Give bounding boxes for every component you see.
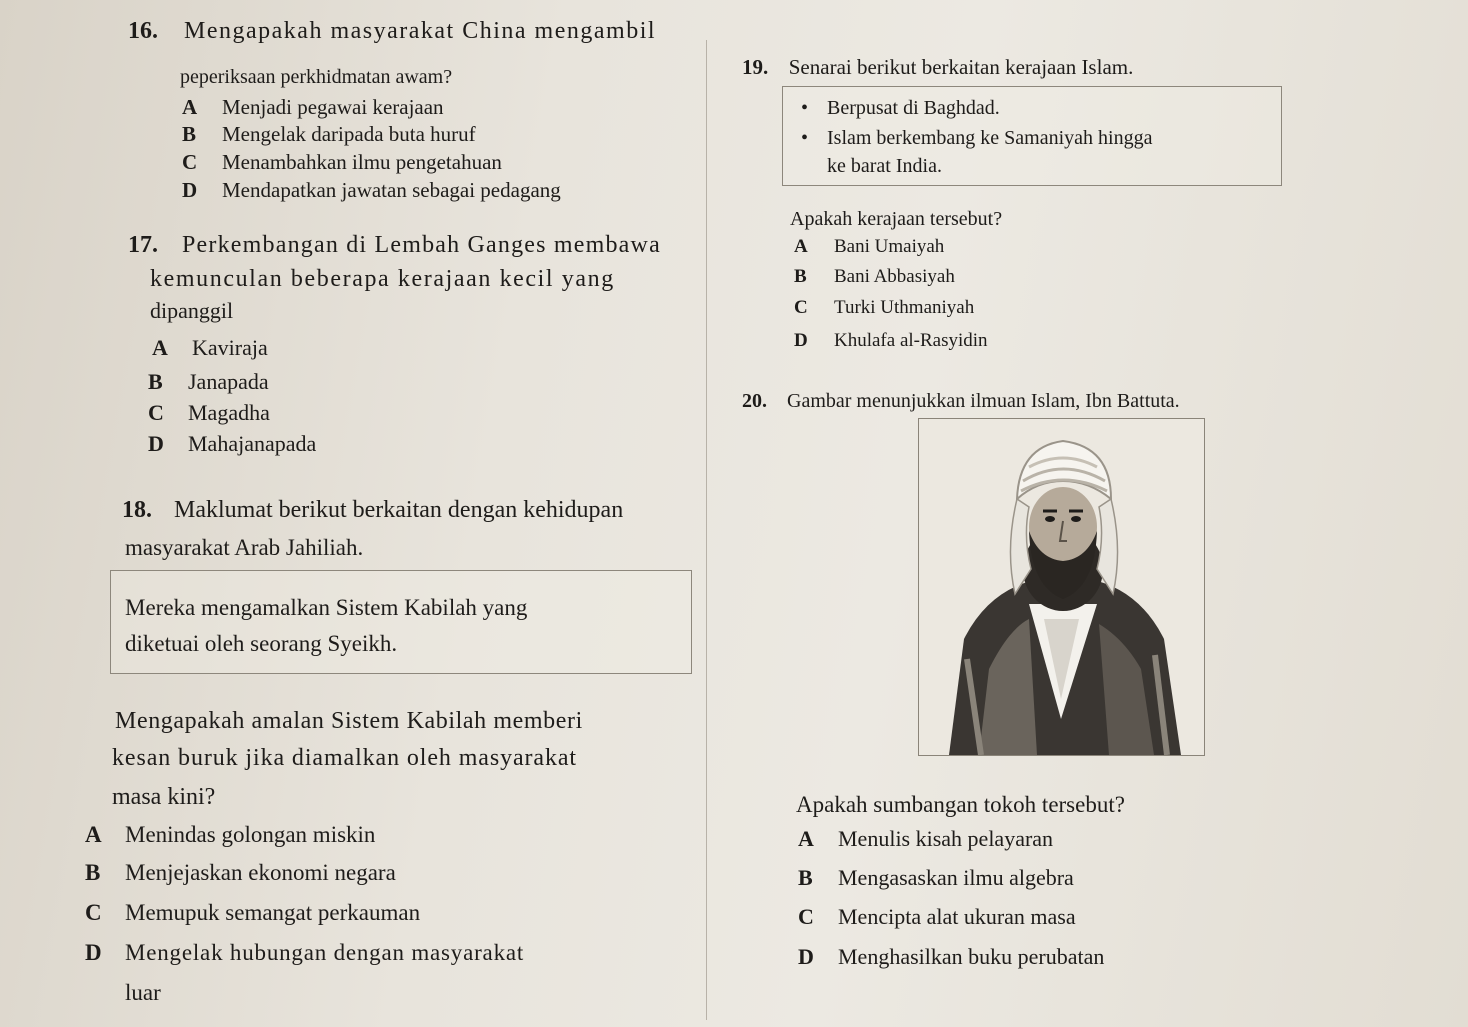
option-d[interactable]: D Mengelak hubungan dengan masyarakat [85,940,525,965]
info-box [782,86,1282,186]
option-d[interactable]: D Mendapatkan jawatan sebagai pedagang [182,178,561,202]
option-a[interactable]: A Menulis kisah pelayaran [798,826,1054,851]
question-text: Mengapakah masyarakat China mengambil [184,18,657,44]
question-text: Maklumat berikut berkaitan dengan kehidupan [174,497,624,523]
column-divider [706,40,707,1020]
option-a[interactable]: A Menindas golongan miskin [85,822,376,847]
option-b[interactable]: B Mengelak daripada buta huruf [182,122,476,146]
question-number: 18. [122,497,152,523]
question-text: Perkembangan di Lembah Ganges membawa [182,232,661,258]
question-stem: Apakah kerajaan tersebut? [790,208,1003,230]
question-text-cont: masyarakat Arab Jahiliah. [125,535,364,560]
option-a[interactable]: A Bani Umaiyah [794,236,945,257]
option-a[interactable]: A Kaviraja [152,335,268,360]
option-d[interactable]: D Menghasilkan buku perubatan [798,944,1105,969]
question-number: 16. [128,18,158,44]
question-text-cont: dipanggil [150,298,234,323]
question-number: 20. [742,390,767,412]
question-text: Gambar menunjukkan ilmuan Islam, Ibn Battuta. [787,390,1180,412]
option-c[interactable]: C Mencipta alat ukuran masa [798,904,1076,929]
option-d[interactable]: D Khulafa al-Rasyidin [794,330,988,351]
option-b[interactable]: B Janapada [148,369,269,394]
bullet-item: • Islam berkembang ke Samaniyah hingga [801,127,1153,149]
info-box [110,570,692,674]
portrait-image [918,418,1205,756]
question-stem: kesan buruk jika diamalkan oleh masyarakat [112,745,577,771]
question-number: 19. [742,55,769,79]
option-c[interactable]: C Magadha [148,400,270,425]
question-stem: Mengapakah amalan Sistem Kabilah memberi [115,708,583,734]
option-c[interactable]: C Menambahkan ilmu pengetahuan [182,150,502,174]
bullet-item: • Berpusat di Baghdad. [801,97,1000,119]
question-number: 17. [128,232,158,258]
option-d[interactable]: D Mahajanapada [148,431,317,456]
portrait-illustration [919,419,1204,755]
info-box-text: Mereka mengamalkan Sistem Kabilah yang [125,595,528,620]
question-stem: Apakah sumbangan tokoh tersebut? [796,792,1125,817]
bullet-item-cont: ke barat India. [827,155,942,177]
question-text-cont: kemunculan beberapa kerajaan kecil yang [150,266,615,292]
option-a[interactable]: A Menjadi pegawai kerajaan [182,95,444,119]
option-c[interactable]: C Memupuk semangat perkauman [85,900,421,925]
option-b[interactable]: B Mengasaskan ilmu algebra [798,865,1074,890]
option-b[interactable]: B Bani Abbasiyah [794,266,955,287]
option-d-cont: luar [125,980,161,1005]
question-text-cont: peperiksaan perkhidmatan awam? [180,66,453,88]
option-c[interactable]: C Turki Uthmaniyah [794,297,975,318]
question-text: Senarai berikut berkaitan kerajaan Islam. [788,55,1134,79]
info-box-text: diketuai oleh seorang Syeikh. [125,631,398,656]
question-stem: masa kini? [112,784,216,810]
option-b[interactable]: B Menjejaskan ekonomi negara [85,860,396,885]
